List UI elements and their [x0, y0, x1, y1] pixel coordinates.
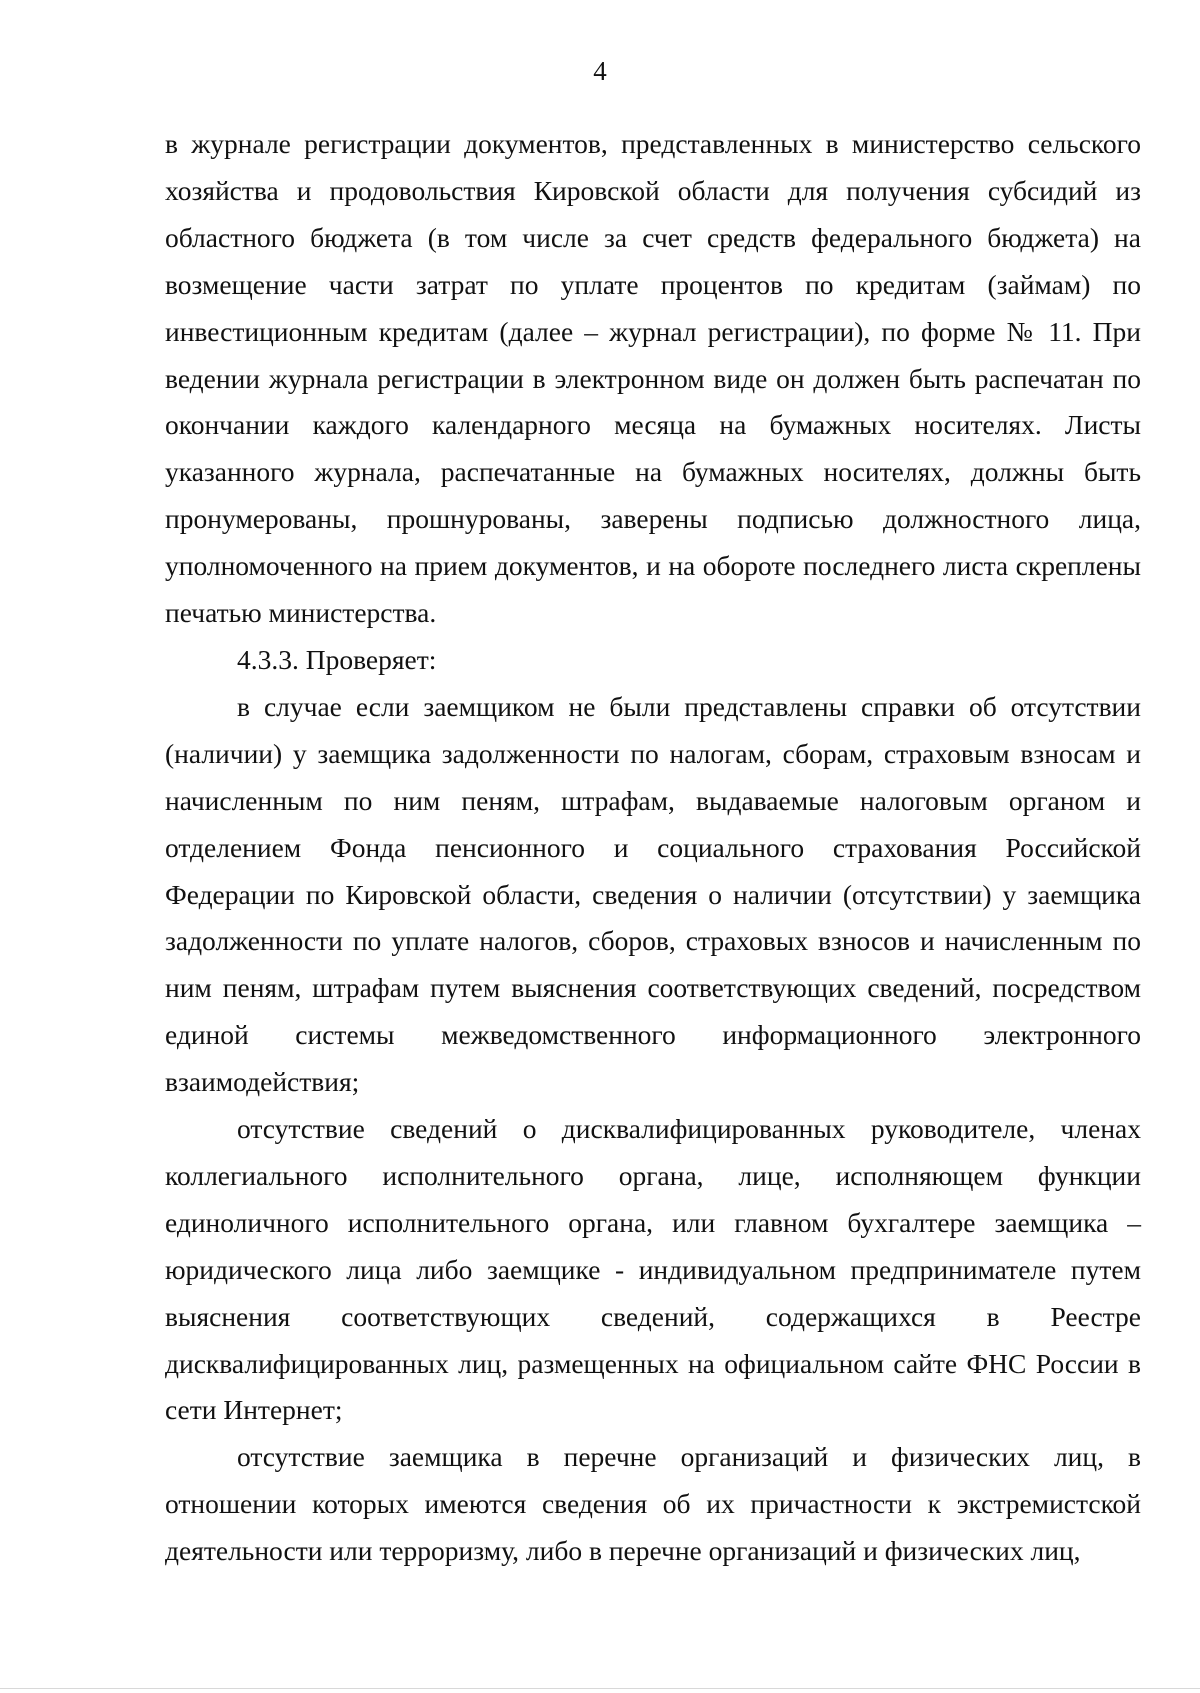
- paragraph-disqualified-persons-check: отсутствие сведений о дисквалифицированных руководителе, членах коллегиального исполнительного органа, лице, исполняющем функции единоличного исполнительного органа, или главном бухгалтере заемщика – юридического лица либо заемщике - индивидуальном предпринимателе путем выяснения соответствующих сведений, содержащихся в Реестре дисквалифицированных лиц, размещенных на официальном сайте ФНС России в сети Интернет;: [165, 1113, 1141, 1426]
- page-number: 4: [593, 56, 607, 86]
- paragraph-journal-registration: в журнале регистрации документов, представленных в министерство сельского хозяйства и продовольствия Кировской области для получения субсидий из областного бюджета (в том числе за счет средств федерального бюджета) на возмещение части затрат по уплате процентов по кредитам (займам) по инвестиционным кредитам (далее – журнал регистрации), по форме № 11. При ведении журнала регистрации в электронном виде он должен быть распечатан по окончании каждого календарного месяца на бумажных носителях. Листы указанного журнала, распечатанные на бумажных носителях, должны быть пронумерованы, прошнурованы, заверены подписью должностного лица, уполномоченного на прием документов, и на обороте последнего листа скреплены печатью министерства.: [165, 128, 1141, 629]
- document-body: [165, 121, 1141, 1575]
- paragraph-tax-debt-check: в случае если заемщиком не были представлены справки об отсутствии (наличии) у заемщика задолженности по налогам, сборам, страховым взносам и начисленным по ним пеням, штрафам, выдаваемые налоговым органом и отделением Фонда пенсионного и социального страхования Российской Федерации по Кировской области, сведения о наличии (отсутствии) у заемщика задолженности по уплате налогов, сборов, страховых взносов и начисленным по ним пеням, штрафам путем выяснения соответствующих сведений, посредством единой системы межведомственного информационного электронного взаимодействия;: [165, 690, 1141, 1098]
- section-heading-4-3-3: 4.3.3. Проверяет:: [237, 643, 437, 675]
- paragraph-extremism-list-check: отсутствие заемщика в перечне организаций и физических лиц, в отношении которых имеются сведения об их причастности к экстремистской деятельности или терроризму, либо в перечне организаций и физических лиц,: [165, 1441, 1141, 1567]
- page-bottom-divider: [0, 1688, 1200, 1689]
